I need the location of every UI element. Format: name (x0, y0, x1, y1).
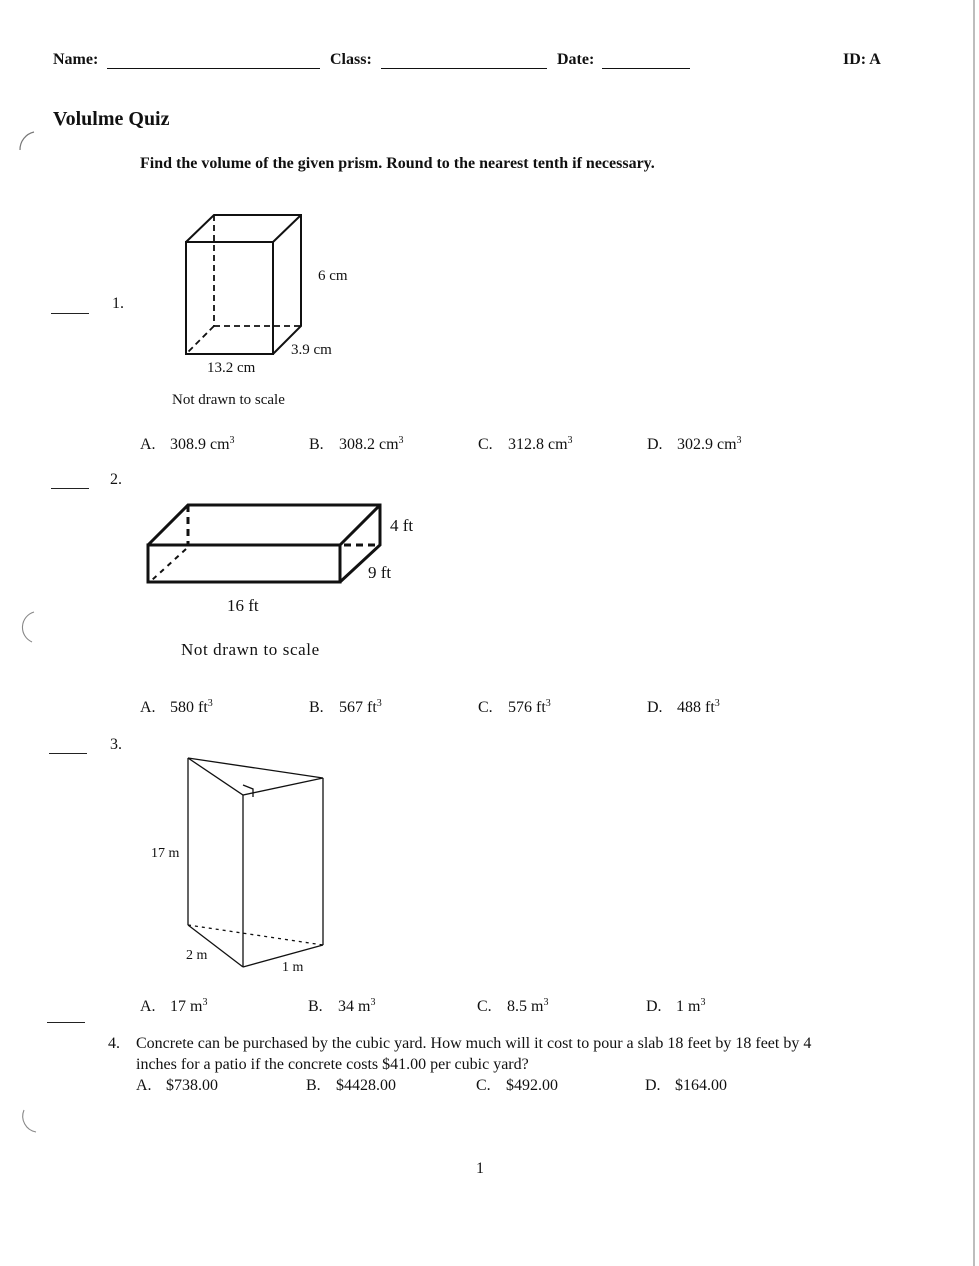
q4-choice-a[interactable] (136, 1077, 218, 1095)
choice-letter: C. (478, 699, 493, 716)
choice-exponent: 3 (543, 997, 549, 1008)
choice-value: 8.5 m (507, 998, 544, 1015)
q4-choice-d[interactable] (645, 1077, 727, 1095)
choice-value: $4428.00 (336, 1077, 396, 1094)
page-title: Volulme Quiz (53, 108, 170, 130)
prism1-width-label: 13.2 cm (207, 360, 256, 376)
choice-letter: B. (306, 1077, 321, 1094)
class-label: Class: (330, 51, 372, 68)
choice-value: 308.2 cm (339, 436, 399, 453)
question-4-text-line2: inches for a patio if the concrete costs $41.00 per cubic yard? (136, 1056, 529, 1073)
choice-exponent: 3 (376, 698, 382, 709)
choice-letter: C. (477, 998, 492, 1015)
choice-value: 302.9 cm (677, 436, 737, 453)
instructions: Find the volume of the given prism. Round to the nearest tenth if necessary. (140, 155, 655, 172)
question-number-3: 3. (110, 736, 122, 753)
choice-letter: D. (645, 1077, 661, 1094)
choice-value: 17 m (170, 998, 203, 1015)
prism2-depth-label: 9 ft (368, 563, 392, 582)
prism1-height-label: 6 cm (318, 268, 348, 284)
choice-value: $738.00 (166, 1077, 218, 1094)
choice-exponent: 3 (207, 698, 213, 709)
q4-choice-b[interactable] (306, 1077, 396, 1095)
q3-choice-a[interactable] (140, 998, 207, 1016)
choice-value: 576 ft (508, 699, 546, 716)
question-4-text-line1: Concrete can be purchased by the cubic yard. How much will it cost to pour a slab 18 feet by 18 feet by 4 (136, 1035, 812, 1052)
question-number-2: 2. (110, 471, 122, 488)
choice-value: 1 m (676, 998, 701, 1015)
choice-value: 34 m (338, 998, 371, 1015)
choice-letter: D. (647, 699, 663, 716)
choice-exponent: 3 (545, 698, 551, 709)
prism1-scale-note: Not drawn to scale (172, 392, 285, 408)
prism3-hidden-base-edge (188, 925, 323, 945)
choice-value: $164.00 (675, 1077, 727, 1094)
choice-exponent: 3 (714, 698, 720, 709)
question-number-1: 1. (112, 295, 124, 312)
prism3-leg-b-label: 1 m (282, 960, 304, 975)
choice-letter: A. (136, 1077, 152, 1094)
choice-letter: A. (140, 699, 156, 716)
choice-letter: A. (140, 436, 156, 453)
prism2-scale-note: Not drawn to scale (181, 640, 320, 659)
choice-exponent: 3 (370, 997, 376, 1008)
choice-letter: B. (308, 998, 323, 1015)
q3-choice-d[interactable] (646, 998, 705, 1016)
choice-exponent: 3 (202, 997, 208, 1008)
q4-choice-c[interactable] (476, 1077, 558, 1095)
answer-blank-4[interactable] (47, 1022, 85, 1023)
choice-value: 567 ft (339, 699, 377, 716)
question-number-4: 4. (108, 1035, 120, 1052)
prism3-height-label: 17 m (151, 846, 180, 861)
choice-exponent: 3 (736, 435, 742, 446)
choice-letter: C. (478, 436, 493, 453)
choice-exponent: 3 (229, 435, 235, 446)
choice-letter: D. (647, 436, 663, 453)
date-label: Date: (557, 51, 595, 68)
choice-exponent: 3 (700, 997, 706, 1008)
choice-value: 488 ft (677, 699, 715, 716)
page-number: 1 (476, 1160, 484, 1177)
prism1-depth-label: 3.9 cm (291, 342, 332, 358)
choice-letter: D. (646, 998, 662, 1015)
prism2-width-label: 16 ft (227, 596, 259, 615)
id-label: ID: A (843, 51, 881, 68)
choice-exponent: 3 (398, 435, 404, 446)
choice-value: $492.00 (506, 1077, 558, 1094)
q3-choice-b[interactable] (308, 998, 375, 1016)
choice-letter: A. (140, 998, 156, 1015)
q3-choice-c[interactable] (477, 998, 548, 1016)
choice-value: 580 ft (170, 699, 208, 716)
prism3-top-triangle (188, 758, 323, 795)
choice-letter: B. (309, 699, 324, 716)
prism3-leg-a-label: 2 m (186, 948, 208, 963)
choice-letter: C. (476, 1077, 491, 1094)
prism2-height-label: 4 ft (390, 516, 414, 535)
choice-exponent: 3 (567, 435, 573, 446)
choice-value: 312.8 cm (508, 436, 568, 453)
choice-letter: B. (309, 436, 324, 453)
choice-value: 308.9 cm (170, 436, 230, 453)
name-label: Name: (53, 51, 99, 68)
